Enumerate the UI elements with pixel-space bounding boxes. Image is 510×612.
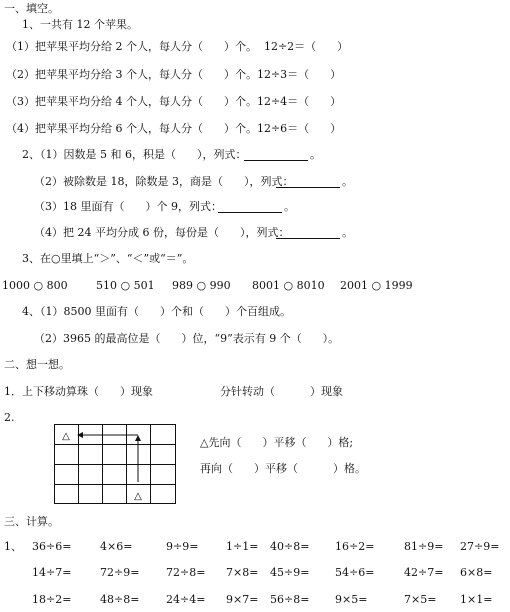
q3-compare-4: 8001 ○ 8010 [252,279,325,292]
q3-compare-3: 989 ○ 990 [172,279,231,292]
calc-item: 40÷8= [270,540,310,553]
s2-q1: 1．上下移动算珠（ ）现象 [4,385,153,398]
q3-intro: 3、在○里填上“＞”、“＜”或“＝”。 [22,252,194,265]
calc-item: 4×6= [100,540,133,553]
calc-item: 72÷9= [100,566,140,579]
calc-item: 7×5= [404,593,437,606]
q2-item-2-blank [276,187,340,188]
calc-item: 45÷9= [270,566,310,579]
q2-item-4-end: 。 [342,226,353,239]
s2-q2-label: 2. [4,411,15,424]
q2-item-4: （4）把 24 平均分成 6 份，每份是（ ），列式： [34,226,290,239]
calc-item: 9×5= [335,593,368,606]
q2-item-1-end: 。 [310,148,321,161]
calc-item: 48÷8= [100,593,140,606]
calc-item: 24÷4= [166,593,206,606]
calc-item: 16÷2= [335,540,375,553]
q2-item-1-blank [244,160,308,161]
q4-item-2: （2）3965 的最高位是（ ）位，“9”表示有 9 个（ ）。 [34,332,340,345]
q1-intro: 1、一共有 12 个苹果。 [22,18,138,31]
s2-q1-right: 分针转动（ ）现象 [220,385,343,398]
q3-compare-2: 510 ○ 501 [96,279,155,292]
q2-item-2: （2）被除数是 18，除数是 3，商是（ ），列式： [34,175,294,188]
translation-grid [54,424,176,504]
calc-item: 27÷9= [460,540,500,553]
q3-compare-1: 1000 ○ 800 [2,279,68,292]
s2-q2-line2: 再向（ ）平移（ ）格。 [200,462,366,475]
calc-row-prefix: 1、 [4,540,22,553]
q1-item-3: （3）把苹果平均分给 4 个人，每人分（ ）个。12÷4＝（ ） [6,95,342,108]
q4-item-1: 4、（1）8500 里面有（ ）个和（ ）个百组成。 [22,305,291,318]
calc-item: 42÷7= [404,566,444,579]
section1-heading: 一、填空。 [4,2,59,15]
q1-item-1: （1）把苹果平均分给 2 个人，每人分（ ）个。 12÷2＝（ ） [6,40,349,53]
calc-item: 56÷8= [270,593,310,606]
calc-item: 14÷7= [32,566,72,579]
q2-item-3-blank [218,212,282,213]
section3-heading: 三、计算。 [4,515,59,528]
calc-item: 9÷9= [166,540,199,553]
section2-heading: 二、想一想。 [4,358,70,371]
q3-compare-5: 2001 ○ 1999 [340,279,413,292]
calc-item: 18÷2= [32,593,72,606]
calc-item: 1×1= [460,593,493,606]
calc-item: 81÷9= [404,540,444,553]
calc-item: 9×7= [226,593,259,606]
movement-arrow [77,432,141,482]
calc-item: 36÷6= [32,540,72,553]
calc-item: 6×8= [460,566,493,579]
q1-item-2: （2）把苹果平均分给 3 个人，每人分（ ）个。12÷3＝（ ） [6,68,342,81]
calc-item: 54÷6= [335,566,375,579]
triangle-target-icon: △ [62,431,70,442]
q2-item-4-blank [276,238,340,239]
q2-item-3-end: 。 [284,200,295,213]
calc-item: 1÷1= [226,540,259,553]
q1-item-4: （4）把苹果平均分给 6 个人，每人分（ ）个。12÷6＝（ ） [6,122,342,135]
triangle-start-icon: △ [134,491,142,502]
s2-q2-line1: △先向（ ）平移（ ）格; [200,436,354,449]
q2-item-2-end: 。 [342,175,353,188]
q2-item-1: 2、（1）因数是 5 和 6，积是（ ），列式： [22,148,247,161]
q2-item-3: （3）18 里面有（ ）个 9，列式： [34,200,222,213]
calc-item: 7×8= [226,566,259,579]
calc-item: 72÷8= [166,566,206,579]
